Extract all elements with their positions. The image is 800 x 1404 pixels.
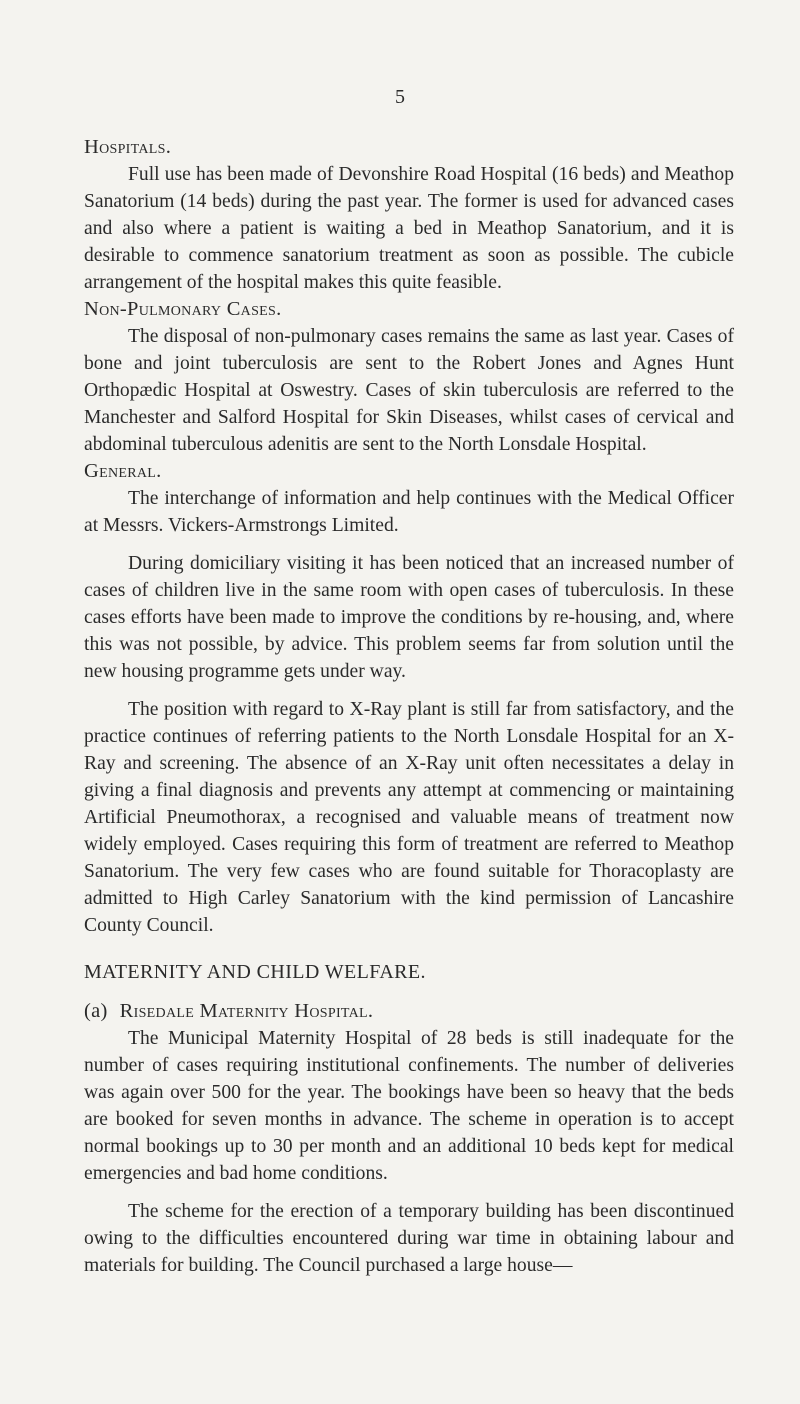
paragraph-hospitals-1: Full use has been made of Devonshire Road Hospital (16 beds) and Meathop Sanatorium (14 beds) during the past year. The former is used for advanced cases and also where a patient is waiting a bed in Meathop Sanatorium, and it is desirable to commence sanatorium treatment as soon as possible. The cubicle arrangement of the hospital makes this quite feasible. bbox=[84, 164, 734, 293]
paragraph-general-1: The interchange of information and help continues with the Medical Officer at Messrs. Vickers-Armstrongs Limited. bbox=[84, 488, 734, 536]
page-content bbox=[84, 134, 734, 1279]
subheading-risedale bbox=[84, 998, 734, 1025]
paragraph-maternity-2: The scheme for the erection of a temporary building has been discontinued owing to the difficulties encountered during war time in obtaining labour and materials for building. The Council purchased a large house— bbox=[84, 1201, 734, 1276]
paragraph-general-2: During domiciliary visiting it has been noticed that an increased number of cases of children live in the same room with open cases of tuberculosis. In these cases efforts have been made to improve the conditions by re-housing, and, where this was not possible, by advice. This problem seems far from solution until the new housing programme gets under way. bbox=[84, 553, 734, 682]
heading-general: General. bbox=[84, 460, 162, 482]
heading-non-pulmonary: Non-Pulmonary Cases. bbox=[84, 298, 282, 320]
subheading-title: Risedale Maternity Hospital. bbox=[119, 1000, 374, 1022]
paragraph-non-pulmonary-1: The disposal of non-pulmonary cases remains the same as last year. Cases of bone and joint tuberculosis are sent to the Robert Jones and Agnes Hunt Orthopædic Hospital at Oswestry. Cases of skin tuberculosis are referred to the Manchester and Salford Hospital for Skin Diseases, whilst cases of cervical and abdominal tuberculous adenitis are sent to the North Lonsdale Hospital. bbox=[84, 326, 734, 455]
paragraph-general-3: The position with regard to X-Ray plant is still far from satisfactory, and the practice continues of referring patients to the North Lonsdale Hospital for an X-Ray and screening. The absence of an X-Ray unit often necessitates a delay in giving a final diagnosis and prevents any attempt at commencing or maintaining Artificial Pneumothorax, a recognised and valuable means of treatment now widely employed. Cases requiring this form of treatment are referred to Meathop Sanatorium. The very few cases who are found suitable for Thoracoplasty are admitted to High Carley Sanatorium with the kind permission of Lancashire County Council. bbox=[84, 699, 734, 936]
heading-hospitals: Hospitals. bbox=[84, 136, 172, 158]
heading-maternity: MATERNITY AND CHILD WELFARE. bbox=[84, 961, 426, 983]
page-number: 5 bbox=[395, 86, 405, 108]
subheading-prefix: (a) bbox=[84, 1000, 108, 1022]
paragraph-maternity-1: The Municipal Maternity Hospital of 28 beds is still inadequate for the number of cases requiring institutional confinements. The number of deliveries was again over 500 for the year. The bookings have been so heavy that the beds are booked for seven months in advance. The scheme in operation is to accept normal bookings up to 30 per month and an additional 10 beds kept for medical emergencies and bad home conditions. bbox=[84, 1028, 734, 1184]
